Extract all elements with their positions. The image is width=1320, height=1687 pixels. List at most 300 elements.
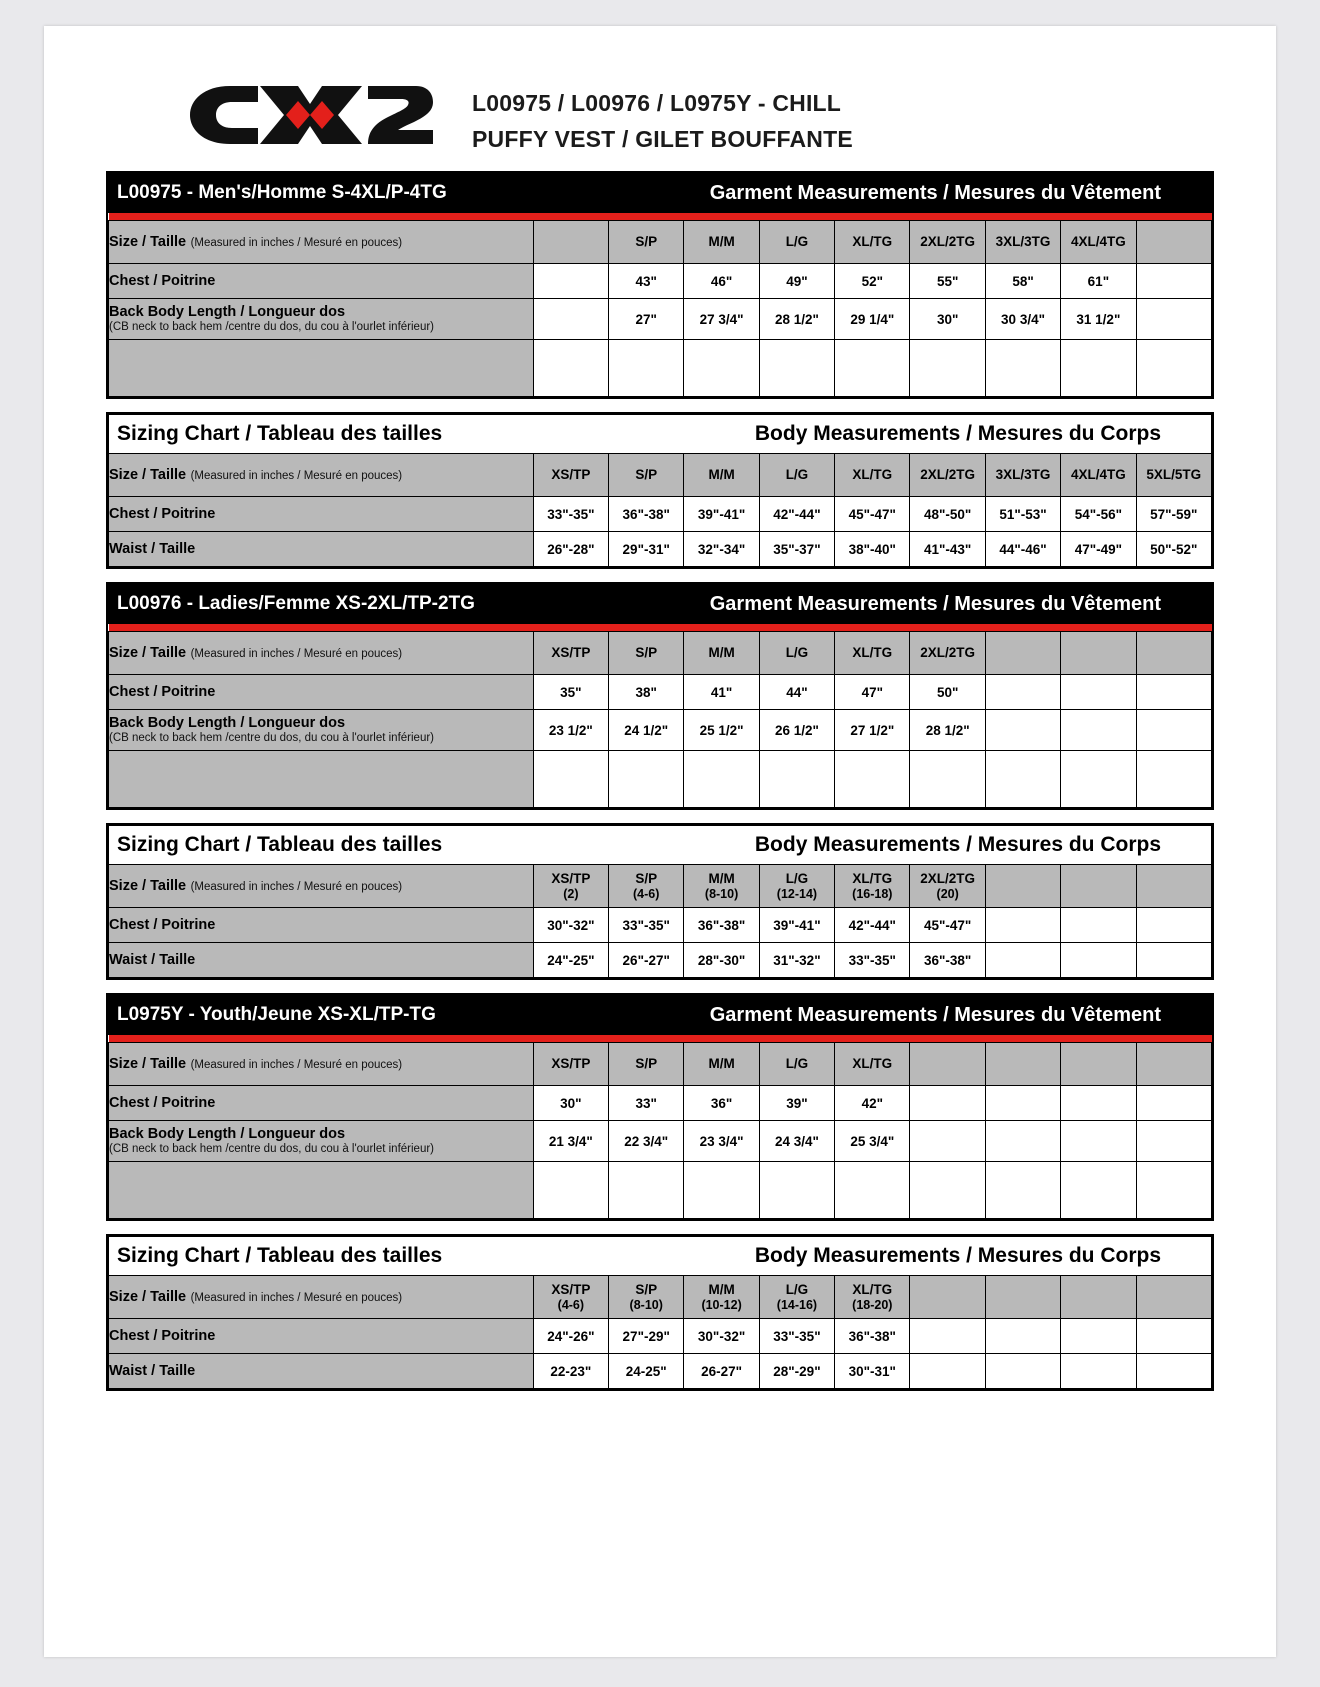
filler-cell: [609, 751, 684, 808]
measurement-value: 42"-44": [759, 497, 834, 532]
measurement-value-empty: [1061, 710, 1136, 751]
size-column-header-empty: [1136, 632, 1211, 675]
size-column-header: [684, 1043, 759, 1086]
size-column-header: [910, 454, 985, 497]
measurement-row: [109, 299, 1212, 340]
measurement-value: 31"-32": [759, 943, 834, 978]
section-banner: [109, 826, 1212, 865]
size-column-header: [835, 1276, 910, 1319]
filler-cell: [1061, 340, 1136, 397]
banner-right-label: Garment Measurements / Mesures du Vêtement: [709, 592, 1161, 615]
measurement-value-empty: [1136, 1319, 1211, 1354]
banner-left-label: Sizing Chart / Tableau des tailles: [117, 1244, 443, 1268]
measurement-value: 39": [759, 1086, 834, 1121]
measurement-value: 24 3/4": [759, 1121, 834, 1162]
size-column-label: L/G: [785, 1281, 809, 1297]
filler-cell: [1061, 1162, 1136, 1219]
size-header-row: [109, 221, 1212, 264]
measurement-value-empty: [1061, 943, 1136, 978]
measurement-value-empty: [1136, 710, 1211, 751]
measurement-row: [109, 943, 1212, 978]
size-column-header: [759, 1043, 834, 1086]
measurement-value: 30"-32": [684, 1319, 759, 1354]
size-column-header: [835, 865, 910, 908]
size-column-header: [835, 454, 910, 497]
measurement-value: 57"-59": [1136, 497, 1211, 532]
section-banner: [109, 585, 1212, 624]
size-column-header: [910, 221, 985, 264]
size-column-header-empty: [985, 1276, 1060, 1319]
size-column-label: XL/TG: [852, 467, 893, 483]
measurement-value: 54"-56": [1061, 497, 1136, 532]
size-column-label: S/P: [635, 467, 658, 483]
size-column-label: M/M: [708, 645, 735, 661]
measurement-value: 47"-49": [1061, 532, 1136, 567]
size-note: (Measured in inches / Mesuré en pouces): [190, 648, 403, 661]
size-column-label: L/G: [785, 1056, 809, 1072]
size-column-header: [533, 1276, 608, 1319]
measurement-value: 46": [684, 264, 759, 299]
measurement-value: 26"-27": [609, 943, 684, 978]
measurement-value-empty: [910, 1319, 985, 1354]
measurement-value-empty: [1061, 1319, 1136, 1354]
measurement-row: [109, 710, 1212, 751]
size-column-label: XL/TG: [852, 870, 893, 886]
filler-cell: [759, 751, 834, 808]
measurement-label: Chest / Poitrine: [109, 916, 216, 933]
size-column-header-empty: [1136, 865, 1211, 908]
size-column-sublabel: (2): [563, 886, 579, 901]
filler-row: [109, 1162, 1212, 1219]
size-column-label: L/G: [785, 870, 809, 886]
measurement-label-cell: [109, 1086, 534, 1121]
filler-cell: [533, 751, 608, 808]
filler-cell: [985, 1162, 1060, 1219]
size-column-header: [1061, 454, 1136, 497]
measurement-value: 30": [910, 299, 985, 340]
size-column-header: [609, 865, 684, 908]
measurement-row: [109, 532, 1212, 567]
size-column-label: XS/TP: [551, 1281, 591, 1297]
size-column-label: S/P: [635, 234, 658, 250]
banner-left-label: L00975 - Men's/Homme S-4XL/P-4TG: [117, 182, 447, 204]
measurement-label-cell: [109, 710, 534, 751]
measurement-label-cell: [109, 299, 534, 340]
size-column-header-empty: [985, 1043, 1060, 1086]
measurement-value-empty: [1061, 675, 1136, 710]
measurement-value: 26-27": [684, 1354, 759, 1389]
banner-left-label: L00976 - Ladies/Femme XS-2XL/TP-2TG: [117, 593, 475, 615]
accent-red-bar: [109, 624, 1212, 632]
size-label: Size / Taille: [109, 645, 187, 662]
size-label-cell: [109, 632, 534, 675]
size-column-sublabel: (14-16): [776, 1297, 818, 1312]
size-column-label: XL/TG: [852, 234, 893, 250]
measurement-label: Waist / Taille: [109, 1362, 196, 1379]
measurement-label-cell: [109, 497, 534, 532]
size-column-header: [835, 221, 910, 264]
measurement-value: 52": [835, 264, 910, 299]
size-label-cell: [109, 454, 534, 497]
measurement-value-empty: [910, 1086, 985, 1121]
measurement-value-empty: [533, 299, 608, 340]
filler-cell: [609, 340, 684, 397]
measurement-value: 58": [985, 264, 1060, 299]
size-column-sublabel: (12-14): [776, 886, 818, 901]
size-column-sublabel: (4-6): [633, 886, 660, 901]
size-column-header: [533, 1043, 608, 1086]
size-column-sublabel: (16-18): [852, 886, 893, 901]
measurement-label-cell: [109, 264, 534, 299]
banner-right-label: Body Measurements / Mesures du Corps: [754, 422, 1161, 446]
filler-cell: [835, 751, 910, 808]
filler-cell: [684, 340, 759, 397]
banner-right-label: Garment Measurements / Mesures du Vêtement: [709, 181, 1161, 204]
size-column-header-empty: [1136, 1043, 1211, 1086]
measurement-value: 29"-31": [609, 532, 684, 567]
measurement-value: 42"-44": [835, 908, 910, 943]
measurement-value: 27"-29": [609, 1319, 684, 1354]
size-column-header: [759, 221, 834, 264]
measurement-value: 45"-47": [910, 908, 985, 943]
section-banner: [109, 1237, 1212, 1276]
size-column-header: [533, 865, 608, 908]
filler-cell: [1136, 1162, 1211, 1219]
filler-cell: [985, 340, 1060, 397]
measurement-note: (CB neck to back hem /centre du dos, du cou à l'ourlet inférieur): [109, 1143, 434, 1155]
measurement-value: 28"-29": [759, 1354, 834, 1389]
measurement-value-empty: [910, 1121, 985, 1162]
measurement-value-empty: [1136, 1121, 1211, 1162]
size-column-sublabel: (18-20): [852, 1297, 893, 1312]
measurement-label: Back Body Length / Longueur dos: [109, 304, 346, 321]
measurement-value: 25 3/4": [835, 1121, 910, 1162]
size-column-header: [609, 632, 684, 675]
size-header-row: [109, 865, 1212, 908]
spec-sheet: [44, 26, 1276, 1657]
size-column-label: XL/TG: [852, 1281, 893, 1297]
accent-red-bar: [109, 213, 1212, 221]
size-column-header-empty: [1061, 632, 1136, 675]
filler-cell: [910, 751, 985, 808]
measurement-label: Chest / Poitrine: [109, 1327, 216, 1344]
size-label: Size / Taille: [109, 878, 187, 895]
size-label-cell: [109, 1043, 534, 1086]
accent-red-bar: [109, 1035, 1212, 1043]
measurement-value: 28"-30": [684, 943, 759, 978]
size-column-header: [759, 632, 834, 675]
measurement-value: 48"-50": [910, 497, 985, 532]
section-banner: [109, 174, 1212, 213]
measurement-label-cell: [109, 908, 534, 943]
measurement-value: 26 1/2": [759, 710, 834, 751]
measurement-label: Chest / Poitrine: [109, 683, 216, 700]
measurement-value-empty: [985, 908, 1060, 943]
section-mens-garment: [106, 171, 1214, 399]
measurement-label: Waist / Taille: [109, 540, 196, 557]
size-note: (Measured in inches / Mesuré en pouces): [190, 881, 403, 894]
measurement-row: [109, 1086, 1212, 1121]
banner-right-label: Garment Measurements / Mesures du Vêtement: [709, 1003, 1161, 1026]
size-column-header: [533, 454, 608, 497]
measurement-value: 36"-38": [835, 1319, 910, 1354]
filler-cell: [1061, 751, 1136, 808]
measurement-value: 30 3/4": [985, 299, 1060, 340]
measurement-value: 27 1/2": [835, 710, 910, 751]
size-column-label: S/P: [635, 1056, 658, 1072]
filler-cell: [910, 340, 985, 397]
measurement-value: 22 3/4": [609, 1121, 684, 1162]
size-header-row: [109, 1276, 1212, 1319]
size-column-header-empty: [910, 1276, 985, 1319]
measurement-value: 28 1/2": [910, 710, 985, 751]
measurement-value: 21 3/4": [533, 1121, 608, 1162]
measurement-value: 23 1/2": [533, 710, 608, 751]
size-column-header-empty: [910, 1043, 985, 1086]
section-mens-body: [106, 412, 1214, 569]
section-ladies-body: [106, 823, 1214, 980]
size-column-label: 2XL/2TG: [920, 870, 976, 886]
filler-cell: [1136, 340, 1211, 397]
measurement-note: (CB neck to back hem /centre du dos, du cou à l'ourlet inférieur): [109, 732, 434, 744]
size-header-row: [109, 454, 1212, 497]
size-column-label: L/G: [785, 645, 809, 661]
measurement-value-empty: [1061, 1121, 1136, 1162]
measurement-value-empty: [985, 943, 1060, 978]
size-column-label: M/M: [708, 1281, 735, 1297]
measurement-value: 61": [1061, 264, 1136, 299]
size-column-header: [609, 1276, 684, 1319]
measurement-value-empty: [1136, 943, 1211, 978]
measurement-value-empty: [1136, 299, 1211, 340]
size-column-label: L/G: [785, 467, 809, 483]
measurement-value-empty: [910, 1354, 985, 1389]
size-column-header-empty: [985, 632, 1060, 675]
size-note: (Measured in inches / Mesuré en pouces): [190, 1292, 403, 1305]
measurement-value-empty: [1061, 1086, 1136, 1121]
size-column-label: XS/TP: [551, 467, 591, 483]
measurement-value: 55": [910, 264, 985, 299]
filler-cell: [835, 340, 910, 397]
measurement-label-cell: [109, 675, 534, 710]
measurement-row: [109, 264, 1212, 299]
measurement-value: 49": [759, 264, 834, 299]
size-column-sublabel: (10-12): [701, 1297, 742, 1312]
size-column-header: [985, 454, 1060, 497]
size-column-header: [1136, 454, 1211, 497]
filler-cell: [533, 340, 608, 397]
size-column-header: [684, 221, 759, 264]
size-column-sublabel: (8-10): [704, 886, 739, 901]
size-column-header: [609, 1043, 684, 1086]
measurement-value: 24 1/2": [609, 710, 684, 751]
measurement-value: 36"-38": [684, 908, 759, 943]
measurement-note: (CB neck to back hem /centre du dos, du cou à l'ourlet inférieur): [109, 321, 434, 333]
measurement-label-cell: [109, 1354, 534, 1389]
size-column-header-empty: [533, 221, 608, 264]
size-column-header: [910, 865, 985, 908]
measurement-value-empty: [533, 264, 608, 299]
measurement-value-empty: [985, 675, 1060, 710]
document-header: [186, 82, 1214, 157]
size-column-header: [910, 632, 985, 675]
measurement-value-empty: [1136, 1086, 1211, 1121]
filler-label-cell: [109, 340, 534, 397]
measurement-value-empty: [1061, 1354, 1136, 1389]
size-column-header: [609, 454, 684, 497]
measurement-label-cell: [109, 1319, 534, 1354]
size-column-label: S/P: [635, 870, 658, 886]
product-name-title: PUFFY VEST / GILET BOUFFANTE: [472, 125, 853, 152]
title-block: [472, 82, 853, 157]
measurement-value: 43": [609, 264, 684, 299]
measurement-value: 33"-35": [533, 497, 608, 532]
size-header-row: [109, 1043, 1212, 1086]
measurement-value-empty: [985, 1354, 1060, 1389]
size-column-header: [759, 1276, 834, 1319]
filler-cell: [835, 1162, 910, 1219]
size-label: Size / Taille: [109, 234, 187, 251]
size-column-header-empty: [1061, 1043, 1136, 1086]
size-column-header: [684, 454, 759, 497]
size-column-header-empty: [985, 865, 1060, 908]
measurement-value: 50": [910, 675, 985, 710]
measurement-label-cell: [109, 943, 534, 978]
measurement-value: 36": [684, 1086, 759, 1121]
measurement-value: 30"-32": [533, 908, 608, 943]
filler-cell: [759, 1162, 834, 1219]
measurement-value: 27 3/4": [684, 299, 759, 340]
size-column-header-empty: [1061, 865, 1136, 908]
size-column-label: 4XL/4TG: [1071, 467, 1126, 483]
size-column-sublabel: (4-6): [557, 1297, 585, 1312]
measurement-value: 30": [533, 1086, 608, 1121]
cx2-logo-icon: [186, 82, 436, 148]
size-column-label: 3XL/3TG: [995, 234, 1051, 250]
section-ladies-garment: [106, 582, 1214, 810]
size-column-header-empty: [1061, 1276, 1136, 1319]
measurement-label: Back Body Length / Longueur dos: [109, 715, 346, 732]
measurement-label: Chest / Poitrine: [109, 505, 216, 522]
size-column-header: [684, 632, 759, 675]
measurement-value: 26"-28": [533, 532, 608, 567]
size-column-sublabel: (20): [936, 886, 959, 901]
measurement-value: 24"-26": [533, 1319, 608, 1354]
measurement-row: [109, 1121, 1212, 1162]
size-column-label: M/M: [708, 467, 735, 483]
filler-cell: [684, 1162, 759, 1219]
banner-left-label: L0975Y - Youth/Jeune XS-XL/TP-TG: [117, 1004, 436, 1026]
size-column-header: [533, 632, 608, 675]
measurement-value: 47": [835, 675, 910, 710]
measurement-value: 28 1/2": [759, 299, 834, 340]
size-column-header: [759, 454, 834, 497]
measurement-value-empty: [985, 1121, 1060, 1162]
size-column-label: 2XL/2TG: [920, 645, 976, 661]
filler-cell: [533, 1162, 608, 1219]
size-column-label: XS/TP: [551, 870, 591, 886]
measurement-value-empty: [1136, 675, 1211, 710]
size-column-label: M/M: [708, 234, 735, 250]
size-column-label: S/P: [635, 1281, 658, 1297]
measurement-value: 50"-52": [1136, 532, 1211, 567]
size-label-cell: [109, 1276, 534, 1319]
measurement-value: 45"-47": [835, 497, 910, 532]
size-column-label: XL/TG: [852, 1056, 893, 1072]
size-column-header-empty: [1136, 221, 1211, 264]
measurement-value-empty: [985, 710, 1060, 751]
measurement-value: 44"-46": [985, 532, 1060, 567]
size-note: (Measured in inches / Mesuré en pouces): [190, 237, 403, 250]
filler-cell: [759, 340, 834, 397]
size-column-label: L/G: [785, 234, 809, 250]
size-column-header: [835, 1043, 910, 1086]
measurement-label: Chest / Poitrine: [109, 1094, 216, 1111]
size-column-label: XS/TP: [551, 1056, 591, 1072]
measurement-row: [109, 1354, 1212, 1389]
size-label: Size / Taille: [109, 1289, 187, 1306]
measurement-row: [109, 908, 1212, 943]
banner-right-label: Body Measurements / Mesures du Corps: [754, 833, 1161, 857]
measurement-value: 41": [684, 675, 759, 710]
section-youth-body: [106, 1234, 1214, 1391]
size-column-sublabel: (8-10): [629, 1297, 663, 1312]
size-column-header: [1061, 221, 1136, 264]
size-column-header-empty: [1136, 1276, 1211, 1319]
measurement-value: 35"-37": [759, 532, 834, 567]
size-column-label: 4XL/4TG: [1071, 234, 1126, 250]
measurement-row: [109, 675, 1212, 710]
measurement-label-cell: [109, 1121, 534, 1162]
measurement-value: 33"-35": [835, 943, 910, 978]
measurement-value: 33"-35": [609, 908, 684, 943]
size-label-cell: [109, 865, 534, 908]
size-column-header: [985, 221, 1060, 264]
measurement-value: 42": [835, 1086, 910, 1121]
measurement-row: [109, 1319, 1212, 1354]
filler-cell: [609, 1162, 684, 1219]
measurement-value: 23 3/4": [684, 1121, 759, 1162]
measurement-value: 36"-38": [609, 497, 684, 532]
measurement-value: 32"-34": [684, 532, 759, 567]
measurement-value: 41"-43": [910, 532, 985, 567]
size-column-label: XS/TP: [551, 645, 591, 661]
filler-row: [109, 751, 1212, 808]
section-banner: [109, 415, 1212, 454]
size-column-header: [684, 1276, 759, 1319]
filler-cell: [985, 751, 1060, 808]
measurement-value: 29 1/4": [835, 299, 910, 340]
size-column-label: 2XL/2TG: [920, 467, 976, 483]
measurement-label-cell: [109, 532, 534, 567]
measurement-value: 22-23": [533, 1354, 608, 1389]
measurement-value-empty: [1061, 908, 1136, 943]
measurement-value: 35": [533, 675, 608, 710]
measurement-value: 30"-31": [835, 1354, 910, 1389]
measurement-value: 51"-53": [985, 497, 1060, 532]
banner-left-label: Sizing Chart / Tableau des tailles: [117, 422, 443, 446]
measurement-row: [109, 497, 1212, 532]
size-label: Size / Taille: [109, 467, 187, 484]
size-label-cell: [109, 221, 534, 264]
measurement-value: 44": [759, 675, 834, 710]
measurement-label: Waist / Taille: [109, 951, 196, 968]
banner-left-label: Sizing Chart / Tableau des tailles: [117, 833, 443, 857]
banner-right-label: Body Measurements / Mesures du Corps: [754, 1244, 1161, 1268]
size-column-header: [835, 632, 910, 675]
measurement-value-empty: [985, 1319, 1060, 1354]
product-codes-title: L00975 / L00976 / L0975Y - CHILL: [472, 90, 842, 116]
